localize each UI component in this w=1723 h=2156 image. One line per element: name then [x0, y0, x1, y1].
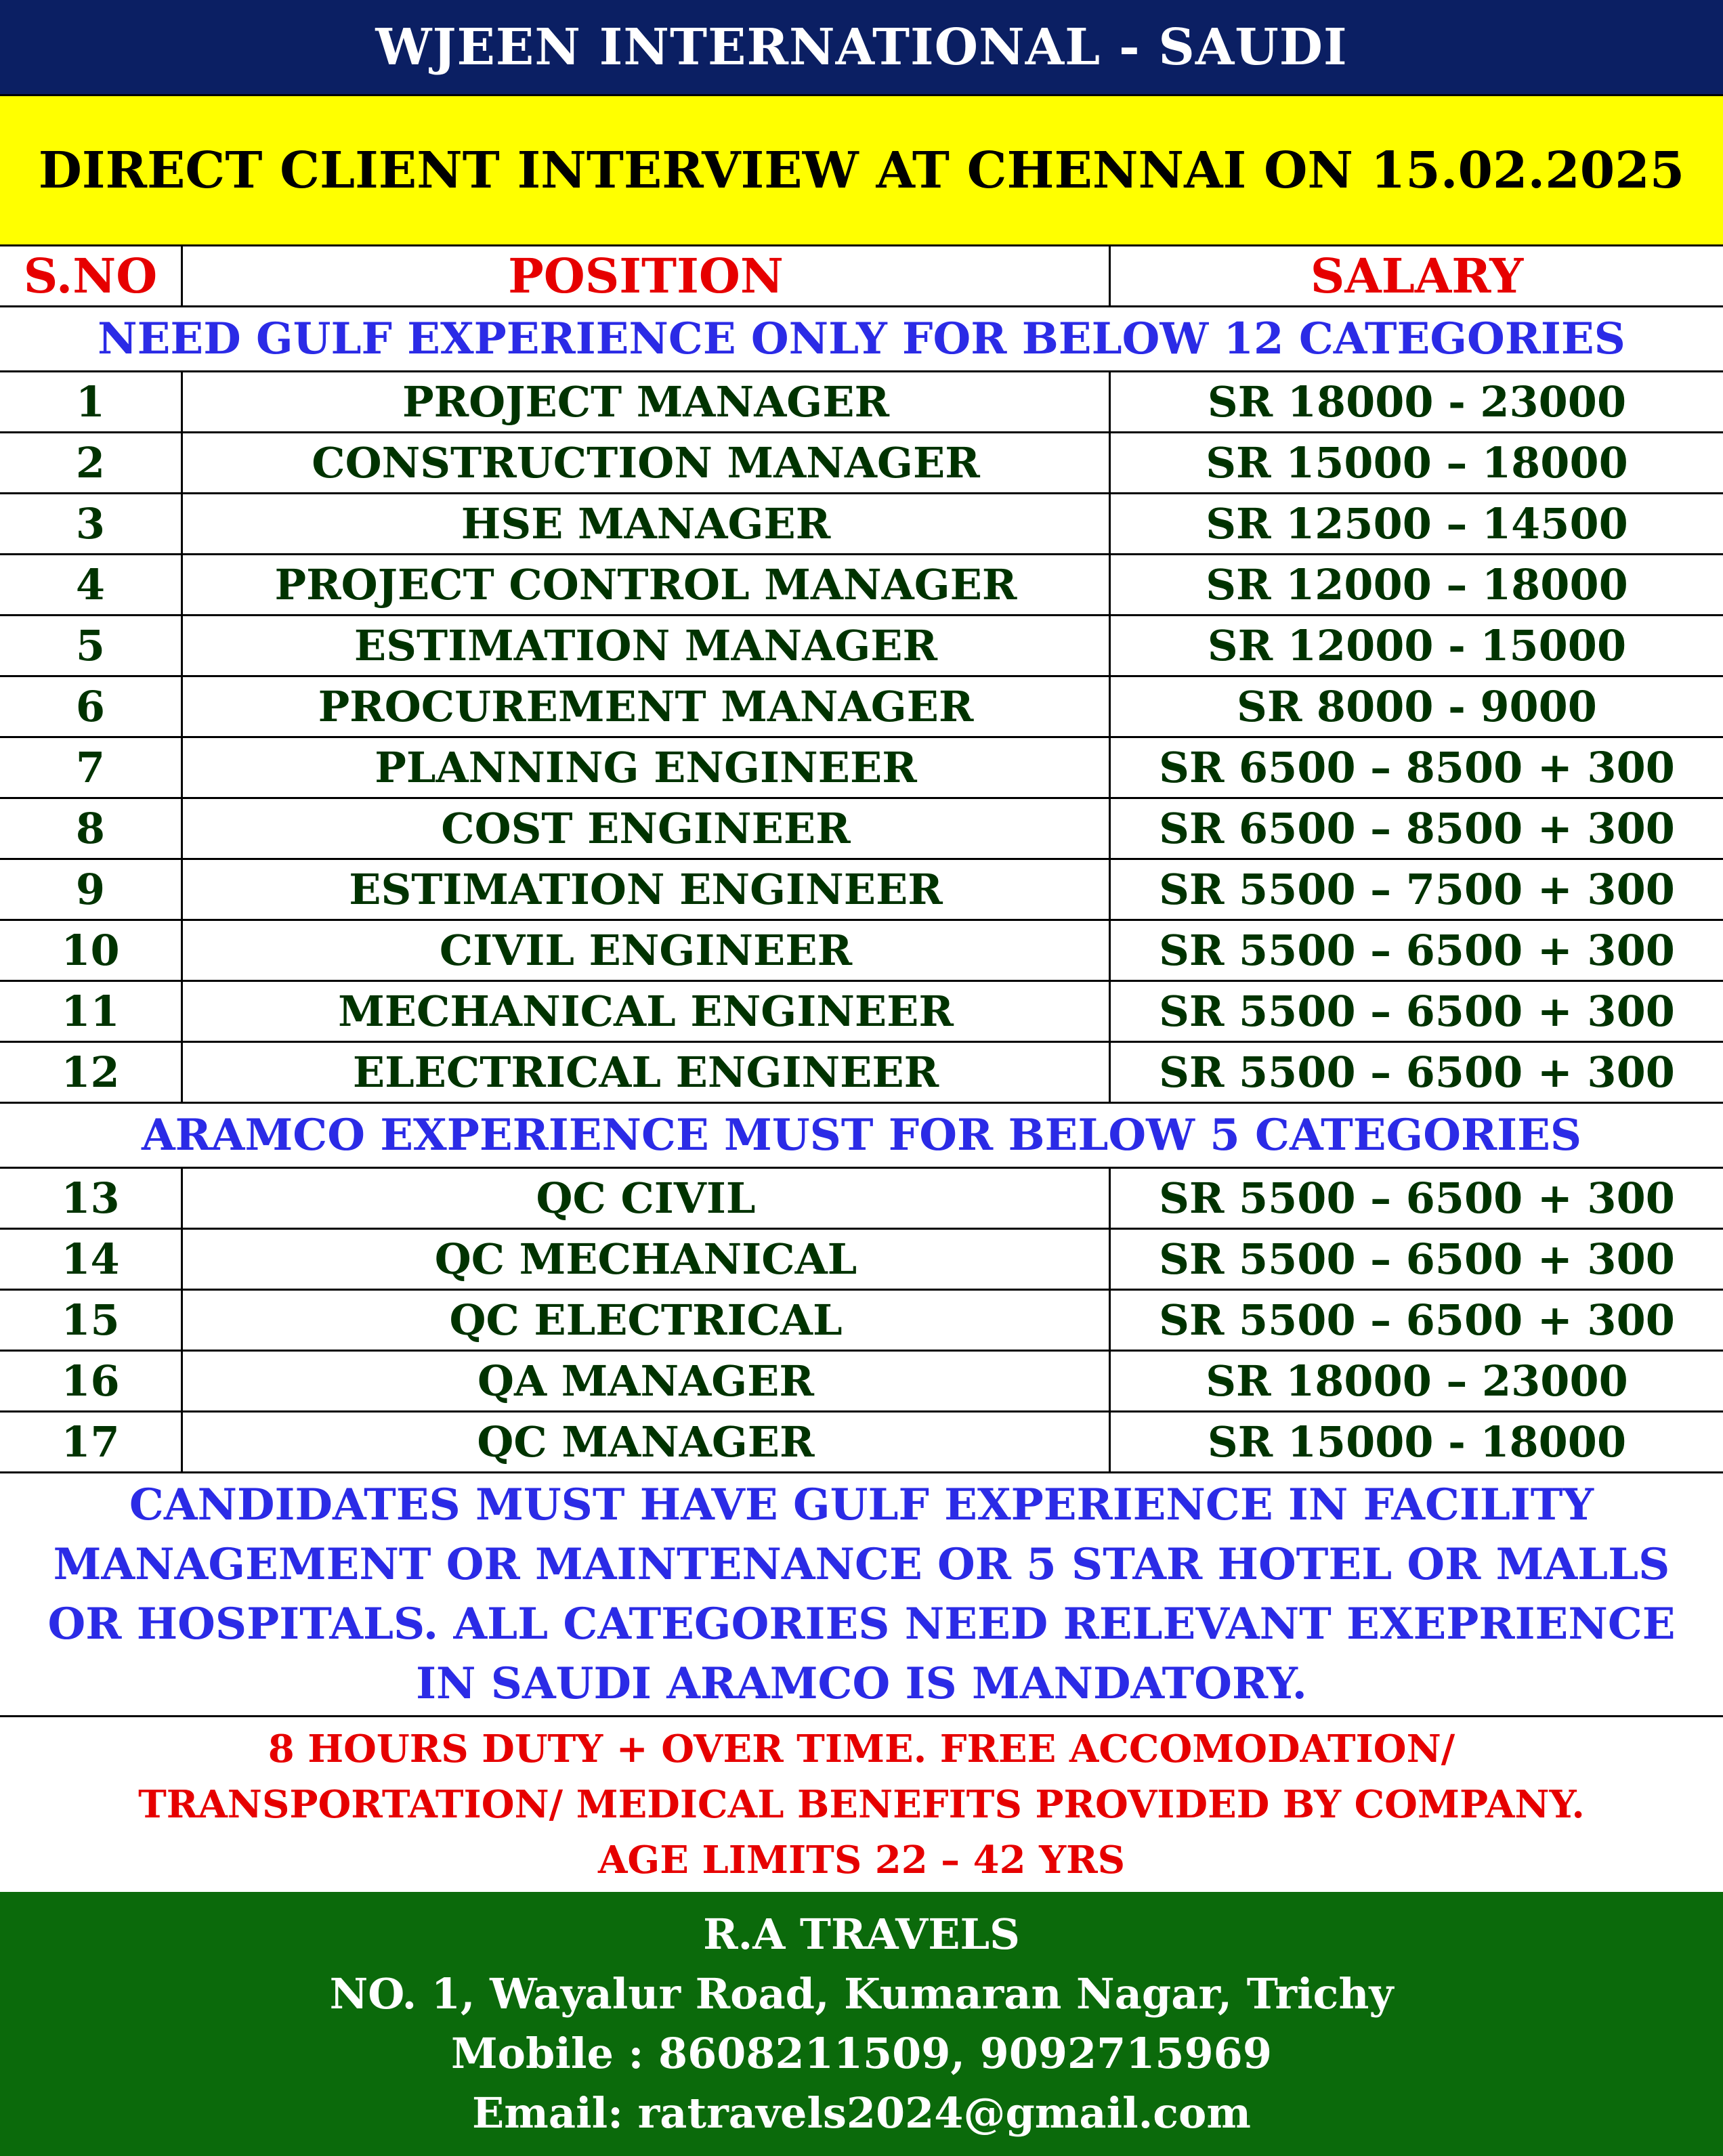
row-salary: SR 5500 – 6500 + 300 — [1159, 1295, 1675, 1345]
row-position: QC ELECTRICAL — [183, 1291, 1111, 1350]
row-salary: SR 12000 – 18000 — [1206, 560, 1628, 609]
row-sno: 16 — [0, 1352, 183, 1410]
row-sno: 2 — [0, 433, 183, 492]
row-sno: 10 — [0, 921, 183, 980]
row-salary: SR 5500 – 6500 + 300 — [1159, 987, 1675, 1036]
table-row — [0, 616, 1723, 677]
row-position: QA MANAGER — [183, 1352, 1111, 1410]
table-row — [0, 738, 1723, 799]
section-heading-gulf-experience: NEED GULF EXPERIENCE ONLY FOR BELOW 12 CATEGORIES — [0, 307, 1723, 372]
table-row — [0, 799, 1723, 860]
row-salary: SR 15000 - 18000 — [1207, 1417, 1627, 1467]
row-position: CIVIL ENGINEER — [183, 921, 1111, 980]
row-salary: SR 12500 – 14500 — [1206, 499, 1628, 548]
row-position: PLANNING ENGINEER — [183, 738, 1111, 797]
requirements-note: CANDIDATES MUST HAVE GULF EXPERIENCE IN FACILITY MANAGEMENT OR MAINTENANCE OR 5 STAR HOTEL OR MALLS OR HOSPITALS. ALL CATEGORIES NEED RELEVANT EXEPRIENCE IN SAUDI ARAMCO IS MANDATORY. — [0, 1473, 1723, 1717]
table-row — [0, 677, 1723, 738]
section2-rows — [0, 1169, 1723, 1473]
row-sno: 14 — [0, 1230, 183, 1289]
row-sno: 15 — [0, 1291, 183, 1350]
section-heading-aramco-experience: ARAMCO EXPERIENCE MUST FOR BELOW 5 CATEGORIES — [0, 1104, 1723, 1169]
company-title: WJEEN INTERNATIONAL - SAUDI — [0, 0, 1723, 96]
agency-email: Email: ratravels2024@gmail.com — [472, 2088, 1251, 2138]
row-position: QC MANAGER — [183, 1413, 1111, 1471]
row-salary: SR 18000 – 23000 — [1206, 1356, 1628, 1406]
row-sno: 8 — [0, 799, 183, 858]
row-position: PROCUREMENT MANAGER — [183, 677, 1111, 736]
table-row — [0, 921, 1723, 982]
row-salary: SR 5500 – 6500 + 300 — [1159, 1234, 1675, 1284]
benefits-line-3: AGE LIMITS 22 – 42 YRS — [597, 1838, 1126, 1882]
row-sno: 6 — [0, 677, 183, 736]
row-salary: SR 18000 - 23000 — [1207, 377, 1627, 427]
benefits-line-1: 8 HOURS DUTY + OVER TIME. FREE ACCOMODATION/ — [268, 1727, 1455, 1771]
row-salary: SR 5500 – 7500 + 300 — [1159, 865, 1675, 914]
row-position: PROJECT CONTROL MANAGER — [183, 555, 1111, 614]
table-row — [0, 1169, 1723, 1230]
row-sno: 9 — [0, 860, 183, 919]
row-sno: 4 — [0, 555, 183, 614]
table-row — [0, 555, 1723, 616]
row-sno: 17 — [0, 1413, 183, 1471]
table-row — [0, 433, 1723, 494]
row-position: QC MECHANICAL — [183, 1230, 1111, 1289]
table-row — [0, 1352, 1723, 1413]
row-position: CONSTRUCTION MANAGER — [183, 433, 1111, 492]
table-row — [0, 494, 1723, 555]
row-sno: 5 — [0, 616, 183, 675]
contact-footer — [0, 1892, 1723, 2156]
table-row — [0, 372, 1723, 433]
table-row — [0, 1291, 1723, 1352]
row-sno: 11 — [0, 982, 183, 1041]
row-sno: 7 — [0, 738, 183, 797]
column-header-sno: S.NO — [0, 246, 183, 305]
section1-rows — [0, 372, 1723, 1104]
row-sno: 12 — [0, 1043, 183, 1102]
agency-name: R.A TRAVELS — [703, 1910, 1020, 1959]
column-header-position: POSITION — [183, 246, 1111, 305]
row-salary: SR 5500 – 6500 + 300 — [1159, 926, 1675, 975]
row-position: HSE MANAGER — [183, 494, 1111, 553]
table-row — [0, 860, 1723, 921]
row-sno: 1 — [0, 372, 183, 431]
row-position: ESTIMATION MANAGER — [183, 616, 1111, 675]
row-sno: 3 — [0, 494, 183, 553]
row-salary: SR 5500 – 6500 + 300 — [1159, 1173, 1675, 1223]
row-salary: SR 6500 – 8500 + 300 — [1159, 743, 1675, 792]
agency-address: NO. 1, Wayalur Road, Kumaran Nagar, Trichy — [329, 1969, 1394, 2019]
row-position: ELECTRICAL ENGINEER — [183, 1043, 1111, 1102]
row-salary: SR 15000 – 18000 — [1206, 438, 1628, 488]
row-position: ESTIMATION ENGINEER — [183, 860, 1111, 919]
row-sno: 13 — [0, 1169, 183, 1228]
table-row — [0, 1413, 1723, 1473]
benefits-line-2: TRANSPORTATION/ MEDICAL BENEFITS PROVIDED BY COMPANY. — [138, 1782, 1585, 1827]
row-position: MECHANICAL ENGINEER — [183, 982, 1111, 1041]
row-salary: SR 12000 - 15000 — [1207, 621, 1627, 670]
row-position: PROJECT MANAGER — [183, 372, 1111, 431]
table-row — [0, 1230, 1723, 1291]
row-position: QC CIVIL — [183, 1169, 1111, 1228]
benefits-block — [0, 1717, 1723, 1892]
agency-mobile: Mobile : 8608211509, 9092715969 — [451, 2029, 1272, 2078]
table-row — [0, 1043, 1723, 1104]
interview-announcement: DIRECT CLIENT INTERVIEW AT CHENNAI ON 15.02.2025 — [0, 96, 1723, 246]
row-salary: SR 6500 – 8500 + 300 — [1159, 804, 1675, 853]
row-position: COST ENGINEER — [183, 799, 1111, 858]
table-row — [0, 982, 1723, 1043]
row-salary: SR 8000 - 9000 — [1237, 682, 1597, 731]
column-header-salary: SALARY — [1310, 248, 1524, 304]
table-header-row — [0, 246, 1723, 307]
row-salary: SR 5500 – 6500 + 300 — [1159, 1048, 1675, 1097]
